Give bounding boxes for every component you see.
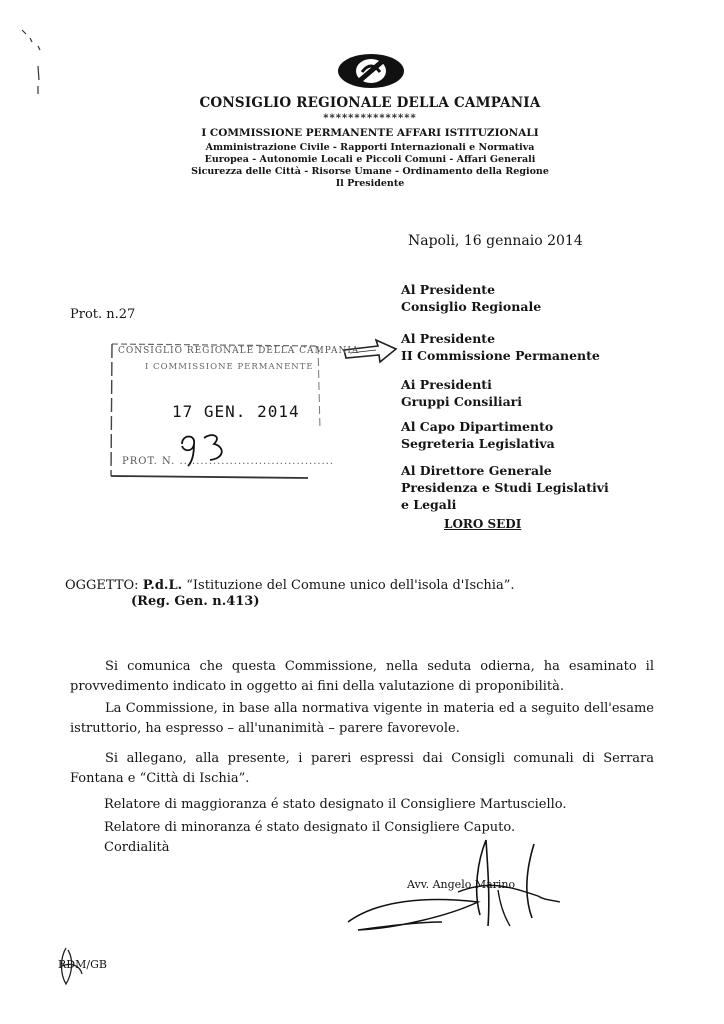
subject-pdl: P.d.L.	[142, 578, 183, 593]
commission-name: I COMMISSIONE PERMANENTE AFFARI ISTITUZIONALI	[201, 127, 539, 139]
addressee-5-line3: e Legali	[401, 497, 457, 512]
subject-label: OGGETTO:	[65, 578, 139, 593]
commission-subtitle-2: Europea - Autonomie Locali e Piccoli Comuni - Affari Generali	[204, 154, 536, 165]
addressee-3-line2: Gruppi Consiliari	[401, 394, 523, 409]
regional-council-logo	[335, 50, 407, 90]
letter-date: Napoli, 16 gennaio 2014	[408, 233, 583, 249]
subject-text: “Istituzione del Comune unico dell'isola d'Ischia”.	[186, 578, 515, 593]
loro-sedi: LORO SEDI	[444, 517, 522, 531]
addressee-1	[401, 281, 541, 315]
stamp-line-2: I COMMISSIONE PERMANENTE	[145, 362, 314, 372]
addressee-2-line1: Al Presidente	[401, 331, 496, 346]
addressee-5	[401, 462, 609, 513]
addressee-4-line1: Al Capo Dipartimento	[401, 419, 554, 434]
addressee-1-line2: Consiglio Regionale	[401, 299, 542, 314]
handwritten-signature	[338, 830, 568, 940]
addressee-4-line2: Segreteria Legislativa	[401, 436, 555, 451]
body-paragraph-3: Si allegano, alla presente, i pareri espressi dai Consigli comunali di Serrara Fontana e “Città di Ischia”.	[70, 751, 654, 786]
signer-name: Avv. Angelo Marino	[407, 878, 516, 891]
addressee-1-line1: Al Presidente	[401, 282, 496, 297]
subject-line	[65, 578, 515, 593]
addressee-2	[401, 330, 600, 364]
addressee-5-line2: Presidenza e Studi Legislativi	[401, 480, 609, 495]
stamp-protocol-label: PROT. N. .....................................	[122, 456, 335, 467]
stamp-date: 17 GEN. 2014	[172, 402, 300, 421]
addressee-5-line1: Al Direttore Generale	[401, 463, 552, 478]
commission-subtitle-1: Amministrazione Civile - Rapporti Internazionali e Normativa	[205, 142, 535, 153]
commission-subtitle-3: Sicurezza delle Città - Risorse Umane - Ordinamento della Regione	[191, 166, 549, 177]
body-line-minority: Relatore di minoranza é stato designato il Consigliere Caputo.	[104, 820, 516, 835]
closing-greeting: Cordialità	[104, 840, 170, 855]
body-paragraph-1: Si comunica che questa Commissione, nella seduta odierna, ha esaminato il provvedimento indicato in oggetto ai fini della valutazione di proponibilità.	[70, 659, 654, 694]
addressee-4	[401, 418, 555, 452]
president-label: Il Presidente	[335, 178, 405, 189]
body-line-majority: Relatore di maggioranza é stato designato il Consigliere Martusciello.	[104, 797, 567, 812]
addressee-3	[401, 376, 522, 410]
protocol-number: Prot. n.27	[70, 307, 136, 322]
council-title: CONSIGLIO REGIONALE DELLA CAMPANIA	[199, 95, 541, 111]
subject-reg-number: (Reg. Gen. n.413)	[131, 594, 260, 609]
addressee-2-line2: II Commissione Permanente	[401, 348, 600, 363]
margin-marks	[18, 20, 48, 100]
addressee-3-line1: Ai Presidenti	[401, 377, 492, 392]
typist-initials: RDM/GB	[58, 958, 107, 971]
stamp-line-1: CONSIGLIO REGIONALE DELLA CAMPANIA	[118, 346, 360, 356]
body-paragraph-2: La Commissione, in base alla normativa vigente in materia ed a seguito dell'esame istruttorio, ha espresso – all'unanimità – parere favorevole.	[70, 701, 654, 736]
header-stars: ***************	[323, 113, 417, 124]
stamp-handwritten-number	[176, 430, 236, 468]
